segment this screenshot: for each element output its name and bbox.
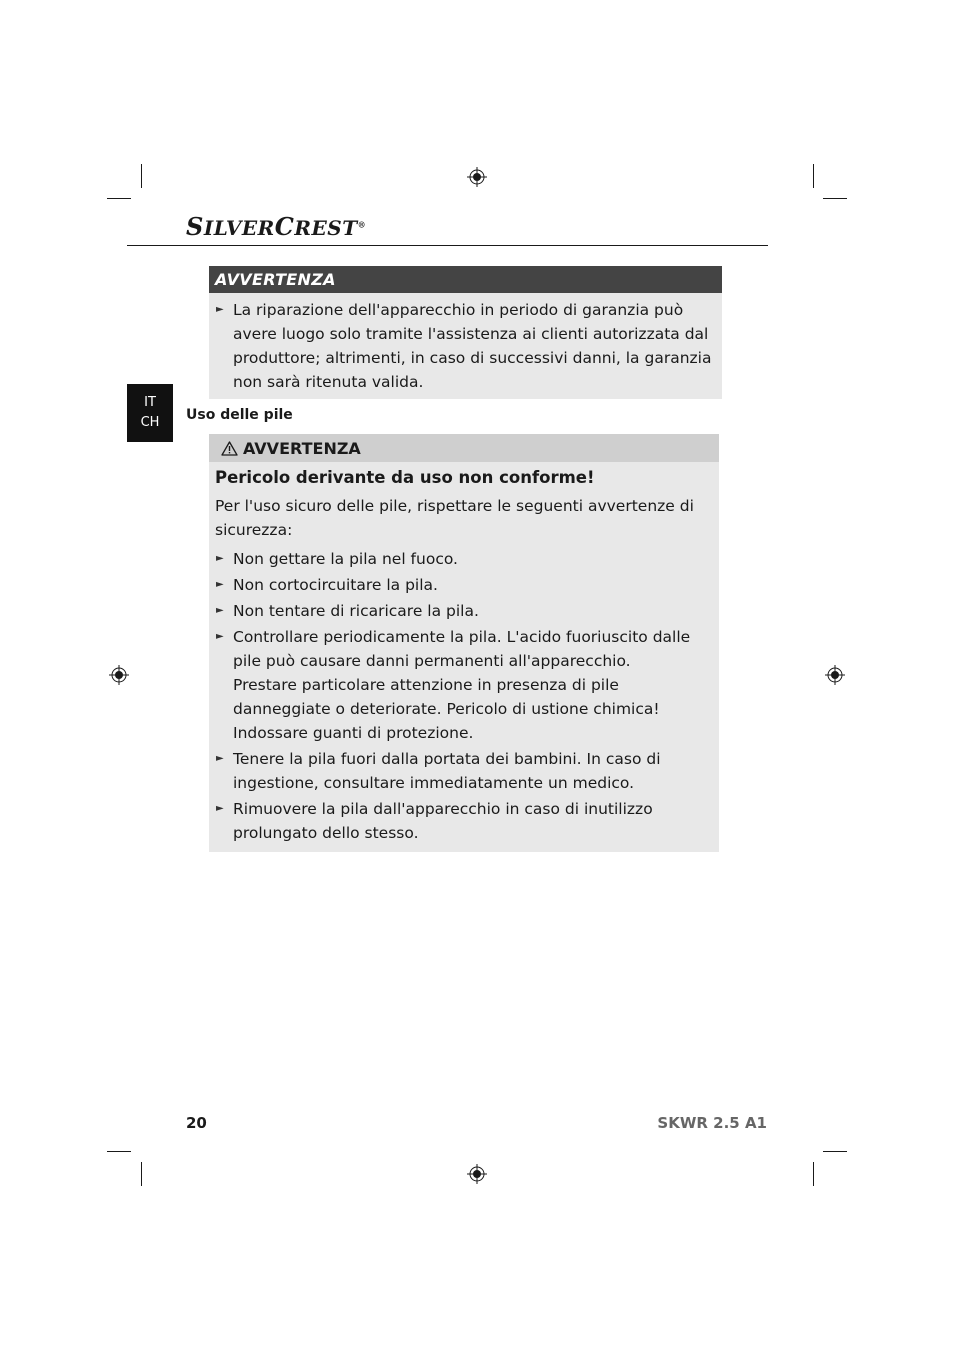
list-item: ► Tenere la pila fuori dalla portata dei bambini. In caso di ingestione, consultare immediatamente un medico.: [209, 747, 715, 795]
crop-mark: [107, 198, 131, 199]
bullet-arrow-icon: ►: [216, 553, 224, 564]
crop-mark: [107, 1151, 131, 1152]
bullet-arrow-icon: ►: [216, 753, 224, 764]
country-code: CH: [140, 415, 160, 430]
warning-triangle-icon: [221, 441, 238, 456]
registration-mark-icon: [109, 665, 129, 685]
bullet-arrow-icon: ►: [216, 304, 224, 315]
registration-mark-icon: [467, 167, 487, 187]
header-rule: [127, 245, 768, 246]
bullet-arrow-icon: ►: [216, 631, 224, 642]
language-code: IT: [144, 395, 156, 410]
page-number: 20: [186, 1114, 207, 1132]
model-number: SKWR 2.5 A1: [657, 1114, 767, 1132]
crop-mark: [813, 1162, 814, 1186]
section-title: Uso delle pile: [186, 407, 293, 423]
warning-header-text: AVVERTENZA: [243, 438, 361, 458]
warning-intro: Per l'uso sicuro delle pile, rispettare le seguenti avvertenze di sicurezza:: [215, 497, 694, 539]
warning-list: [209, 542, 719, 845]
language-tab: [127, 384, 173, 442]
crop-mark: [823, 1151, 847, 1152]
list-item: ► La riparazione dell'apparecchio in periodo di garanzia può avere luogo solo tramite l'assistenza ai clienti autorizzata dal produttore; altrimenti, in caso di successivi danni, la garanzia non sarà ritenuta valida.: [209, 298, 716, 394]
warning-header: [209, 434, 719, 462]
bullet-arrow-icon: ►: [216, 605, 224, 616]
warning-box-batteries: [209, 434, 719, 852]
brand-logo: SILVERCREST®: [186, 212, 367, 241]
crop-mark: [141, 1162, 142, 1186]
registration-mark-icon: [825, 665, 845, 685]
warning-list: [209, 293, 722, 394]
list-item-continuation: Prestare particolare attenzione in presenza di pile danneggiate o deteriorate. Pericolo di ustione chimica! Indossare guanti di protezione.: [233, 676, 660, 742]
warning-box-warranty: [209, 266, 722, 399]
registration-mark-icon: [467, 1164, 487, 1184]
list-item: ► Non cortocircuitare la pila.: [209, 573, 715, 597]
list-item: ► Non tentare di ricaricare la pila.: [209, 599, 715, 623]
warning-header: AVVERTENZA: [209, 266, 722, 293]
list-item: ► Rimuovere la pila dall'apparecchio in caso di inutilizzo prolungato dello stesso.: [209, 797, 715, 845]
bullet-arrow-icon: ►: [216, 803, 224, 814]
crop-mark: [823, 198, 847, 199]
crop-mark: [141, 164, 142, 188]
crop-mark: [813, 164, 814, 188]
list-item: ► Non gettare la pila nel fuoco.: [209, 547, 715, 571]
list-item: ► Controllare periodicamente la pila. L'acido fuoriuscito dalle pile può causare danni permanenti all'apparecchio. Prestare particolare attenzione in presenza di pile danneggiate o deteriorate. Pericolo di ustione chimica! Indossare guanti di protezione.: [209, 625, 715, 745]
bullet-arrow-icon: ►: [216, 579, 224, 590]
warning-subtitle: Pericolo derivante da uso non conforme!: [215, 468, 595, 487]
